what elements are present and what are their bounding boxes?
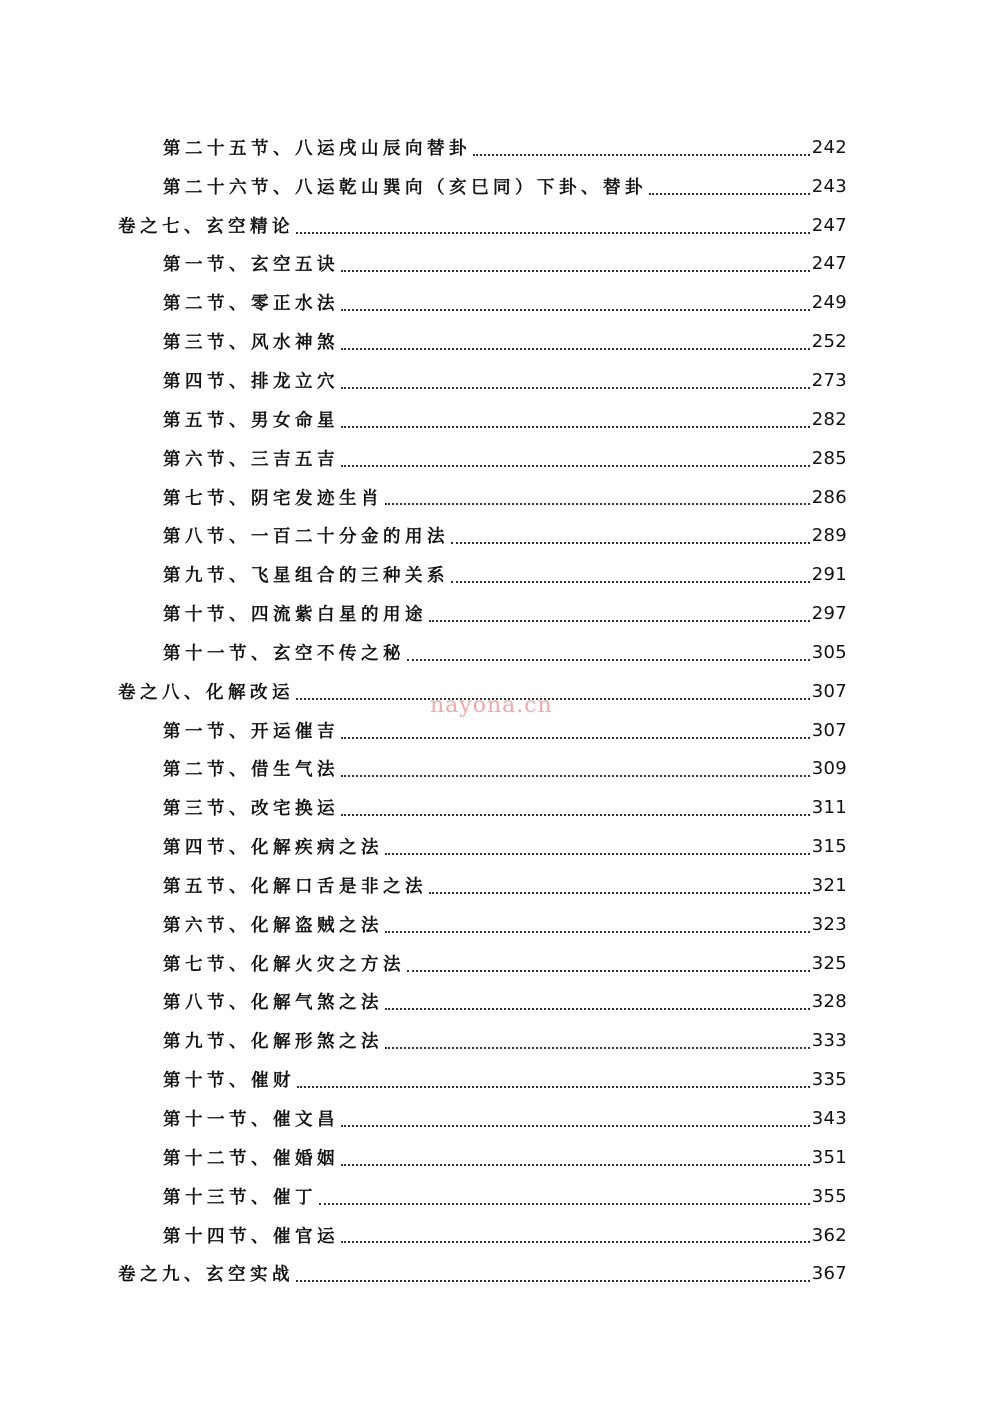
toc-entry-page-number: 309	[811, 758, 847, 780]
toc-entry-page-number: 285	[811, 447, 847, 469]
toc-entry-page-number: 328	[811, 991, 847, 1013]
toc-entry-page-number: 273	[811, 369, 847, 391]
toc-entry-title: 第四节、排龙立穴	[163, 368, 341, 393]
dot-leader	[297, 1085, 810, 1088]
toc-entry-title: 第十三节、催丁	[163, 1184, 319, 1209]
toc-entry-title: 第十节、四流紫白星的用途	[163, 601, 429, 626]
toc-entry-title: 第九节、化解形煞之法	[163, 1028, 385, 1053]
toc-entry-page-number: 243	[811, 175, 847, 197]
dot-leader	[341, 774, 810, 777]
dot-leader	[319, 1202, 810, 1205]
dot-leader	[473, 153, 810, 156]
dot-leader	[429, 891, 810, 894]
dot-leader	[296, 1279, 810, 1282]
dot-leader	[385, 502, 810, 505]
toc-entry-page-number: 305	[811, 641, 847, 663]
toc-entry-title: 第七节、阴宅发迹生肖	[163, 485, 385, 510]
toc-entry-page-number: 321	[811, 874, 847, 896]
toc-entry-title: 卷之七、玄空精论	[118, 213, 296, 238]
toc-entry-title: 第七节、化解火灾之方法	[163, 951, 407, 976]
toc-section-entry[interactable]	[0, 983, 1000, 1022]
toc-entry-title: 第三节、改宅换运	[163, 795, 341, 820]
toc-entry-page-number: 315	[811, 836, 847, 858]
dot-leader	[341, 269, 810, 272]
dot-leader	[407, 969, 810, 972]
toc-section-entry[interactable]	[0, 905, 1000, 944]
dot-leader	[341, 308, 810, 311]
toc-chapter-entry[interactable]	[0, 206, 1000, 245]
toc-entry-page-number: 289	[811, 525, 847, 547]
toc-entry-title: 卷之八、化解改运	[118, 679, 296, 704]
toc-entry-page-number: 291	[811, 564, 847, 586]
toc-section-entry[interactable]	[0, 400, 1000, 439]
toc-entry-page-number: 335	[811, 1069, 847, 1091]
toc-entry-page-number: 297	[811, 603, 847, 625]
toc-entry-title: 第八节、一百二十分金的用法	[163, 523, 451, 548]
toc-section-entry[interactable]	[0, 1216, 1000, 1255]
toc-section-entry[interactable]	[0, 750, 1000, 789]
toc-entry-page-number: 247	[811, 253, 847, 275]
dot-leader	[385, 930, 810, 933]
toc-entry-page-number: 249	[811, 292, 847, 314]
toc-entry-title: 第六节、三吉五吉	[163, 446, 341, 471]
dot-leader	[341, 1163, 810, 1166]
toc-entry-page-number: 252	[811, 331, 847, 353]
toc-entry-page-number: 367	[811, 1263, 847, 1285]
toc-section-entry[interactable]	[0, 1099, 1000, 1138]
toc-entry-title: 第一节、玄空五诀	[163, 251, 341, 276]
toc-section-entry[interactable]	[0, 245, 1000, 284]
toc-entry-title: 第二节、零正水法	[163, 290, 341, 315]
dot-leader	[341, 347, 810, 350]
dot-leader	[341, 813, 810, 816]
toc-entry-title: 第五节、化解口舌是非之法	[163, 873, 429, 898]
toc-section-entry[interactable]	[0, 1177, 1000, 1216]
toc-section-entry[interactable]	[0, 827, 1000, 866]
dot-leader	[341, 386, 810, 389]
toc-section-entry[interactable]	[0, 866, 1000, 905]
toc-section-entry[interactable]	[0, 283, 1000, 322]
toc-entry-page-number: 355	[811, 1185, 847, 1207]
toc-entry-title: 第九节、飞星组合的三种关系	[163, 562, 451, 587]
dot-leader	[649, 192, 810, 195]
toc-chapter-entry[interactable]	[0, 1254, 1000, 1293]
dot-leader	[407, 658, 810, 661]
toc-entry-page-number: 343	[811, 1108, 847, 1130]
toc-entry-title: 第十一节、玄空不传之秘	[163, 640, 407, 665]
toc-entry-title: 第十二节、催婚姻	[163, 1145, 341, 1170]
toc-section-entry[interactable]	[0, 1138, 1000, 1177]
toc-section-entry[interactable]	[0, 594, 1000, 633]
toc-entry-page-number: 307	[811, 719, 847, 741]
toc-entry-title: 第六节、化解盗贼之法	[163, 912, 385, 937]
toc-entry-title: 第八节、化解气煞之法	[163, 989, 385, 1014]
toc-entry-title: 第三节、风水神煞	[163, 329, 341, 354]
watermark: nayona.cn	[430, 693, 553, 718]
toc-entry-page-number: 323	[811, 913, 847, 935]
toc-entry-page-number: 362	[811, 1224, 847, 1246]
dot-leader	[341, 1240, 810, 1243]
toc-entry-title: 第十一节、催文昌	[163, 1106, 341, 1131]
dot-leader	[429, 619, 810, 622]
toc-section-entry[interactable]	[0, 788, 1000, 827]
dot-leader	[385, 1046, 810, 1049]
toc-entry-title: 第五节、男女命星	[163, 407, 341, 432]
dot-leader	[385, 1007, 810, 1010]
toc-entry-page-number: 351	[811, 1146, 847, 1168]
toc-section-entry[interactable]	[0, 1060, 1000, 1099]
toc-section-entry[interactable]	[0, 1021, 1000, 1060]
toc-section-entry[interactable]	[0, 128, 1000, 167]
toc-entry-title: 第十四节、催官运	[163, 1223, 341, 1248]
toc-section-entry[interactable]	[0, 361, 1000, 400]
dot-leader	[385, 852, 810, 855]
dot-leader	[341, 464, 810, 467]
toc-entry-title: 第一节、开运催吉	[163, 718, 341, 743]
toc-entry-page-number: 282	[811, 408, 847, 430]
toc-entry-page-number: 242	[811, 136, 847, 158]
toc-section-entry[interactable]	[0, 944, 1000, 983]
toc-entry-title: 卷之九、玄空实战	[118, 1261, 296, 1286]
toc-entry-title: 第四节、化解疾病之法	[163, 834, 385, 859]
toc-section-entry[interactable]	[0, 633, 1000, 672]
dot-leader	[451, 541, 810, 544]
dot-leader	[341, 1124, 810, 1127]
dot-leader	[341, 425, 810, 428]
toc-section-entry[interactable]	[0, 167, 1000, 206]
toc-entry-title: 第二节、借生气法	[163, 756, 341, 781]
dot-leader	[341, 736, 810, 739]
toc-section-entry[interactable]	[0, 555, 1000, 594]
toc-entry-page-number: 311	[811, 797, 847, 819]
toc-entry-page-number: 307	[811, 680, 847, 702]
dot-leader	[296, 231, 810, 234]
toc-entry-title: 第二十六节、八运乾山巽向（亥巳同）下卦、替卦	[163, 174, 649, 199]
toc-entry-page-number: 325	[811, 952, 847, 974]
toc-entry-title: 第二十五节、八运戌山辰向替卦	[163, 135, 473, 160]
toc-section-entry[interactable]	[0, 478, 1000, 517]
toc-entry-page-number: 247	[811, 214, 847, 236]
toc-section-entry[interactable]	[0, 322, 1000, 361]
toc-section-entry[interactable]	[0, 439, 1000, 478]
dot-leader	[451, 580, 810, 583]
toc-section-entry[interactable]	[0, 516, 1000, 555]
toc-entry-page-number: 333	[811, 1030, 847, 1052]
toc-entry-title: 第十节、催财	[163, 1067, 297, 1092]
toc-entry-page-number: 286	[811, 486, 847, 508]
dot-leader	[296, 697, 810, 700]
